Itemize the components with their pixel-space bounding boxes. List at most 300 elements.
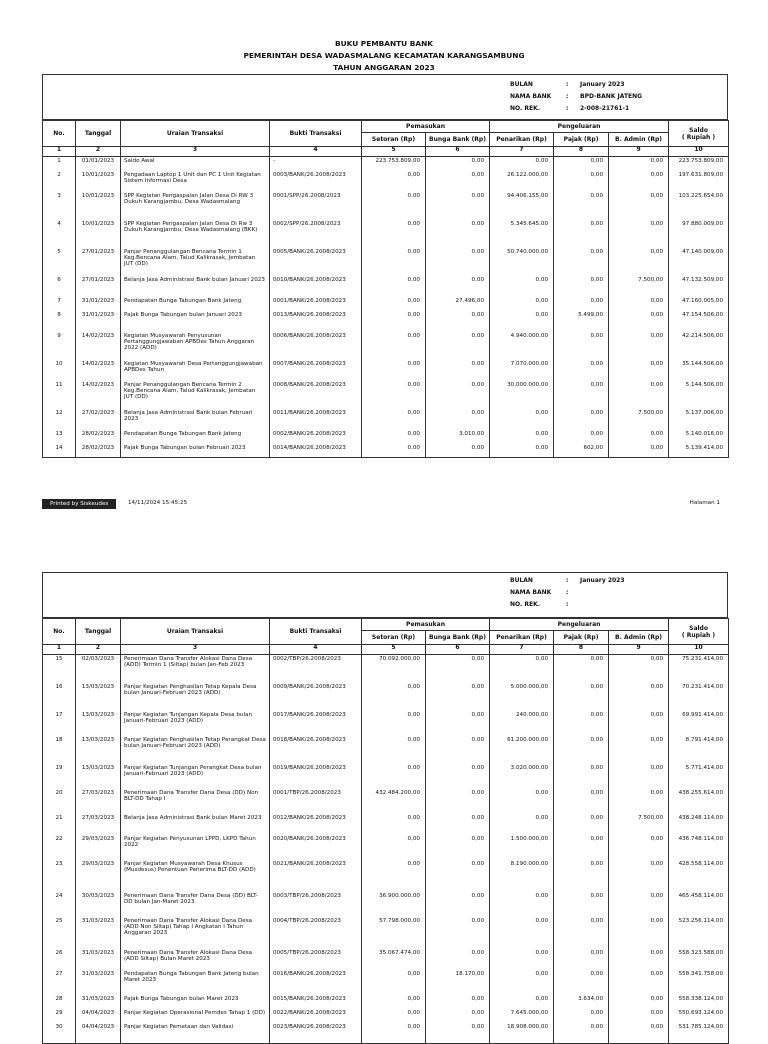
row-admin: 0,00: [609, 970, 669, 995]
row-saldo: 47.160.005,00: [669, 297, 729, 311]
row-pajak: 0,00: [554, 1009, 609, 1023]
row-date: 31/03/2023: [76, 970, 121, 995]
row-number: 2: [43, 171, 76, 192]
row-description: Kegiatan Musyawarah Penyusunan Pertanggungjawaban APBDes Tahun Anggaran 2022 (ADD): [121, 332, 270, 360]
row-reference: 0002/SPP/26.2008/2023: [270, 220, 362, 248]
col-number: 5: [362, 147, 426, 157]
row-description: Penerimaan Dana Transfer Alokasi Dana Desa (ADD Siltap) Bulan Maret 2023: [121, 949, 270, 970]
ledger-row: [43, 157, 729, 171]
row-admin: 0,00: [609, 157, 669, 171]
row-description: Saldo Awal: [121, 157, 270, 171]
row-setoran: 70.092.000,00: [362, 655, 426, 683]
row-reference: 0006/BANK/26.2008/2023: [270, 332, 362, 360]
row-penarikan: 0,00: [490, 814, 554, 835]
row-penarikan: 0,00: [490, 276, 554, 297]
row-reference: 0018/BANK/26.2008/2023: [270, 736, 362, 764]
row-pajak: 0,00: [554, 683, 609, 711]
row-setoran: 0,00: [362, 171, 426, 192]
row-penarikan: 8.190.000,00: [490, 860, 554, 892]
ledger-row: [43, 860, 729, 892]
row-penarikan: 240.000,00: [490, 711, 554, 736]
row-reference: 0014/BANK/26.2008/2023: [270, 444, 362, 458]
bulan-value: January 2023: [580, 81, 625, 88]
row-pajak: 0,00: [554, 192, 609, 220]
page-footer: [42, 499, 728, 509]
row-saldo: 5.144.506,00: [669, 381, 729, 409]
row-penarikan: 0,00: [490, 970, 554, 995]
row-penarikan: 0,00: [490, 311, 554, 332]
row-reference: 0012/BANK/26.2008/2023: [270, 814, 362, 835]
row-pajak: 5.499,00: [554, 311, 609, 332]
row-description: Pajak Bunga Tabungan bulan Maret 2023: [121, 995, 270, 1009]
row-setoran: 0,00: [362, 332, 426, 360]
row-admin: 0,00: [609, 192, 669, 220]
row-description: Pendapatan Bunga Tabungan Bank Jateng: [121, 297, 270, 311]
row-saldo: 35.144.506,00: [669, 360, 729, 381]
row-penarikan: 0,00: [490, 655, 554, 683]
row-penarikan: 30.000.000,00: [490, 381, 554, 409]
row-admin: 0,00: [609, 381, 669, 409]
row-setoran: 0,00: [362, 995, 426, 1009]
row-admin: 0,00: [609, 995, 669, 1009]
row-penarikan: 3.020.000,00: [490, 764, 554, 789]
row-setoran: 0,00: [362, 248, 426, 276]
row-admin: 0,00: [609, 430, 669, 444]
col-number: 6: [426, 147, 490, 157]
bulan-label: BULAN: [510, 577, 533, 584]
col-pajak: Pajak (Rp): [554, 133, 609, 147]
row-bunga: 0,00: [426, 360, 490, 381]
row-date: 28/02/2023: [76, 444, 121, 458]
row-admin: 0,00: [609, 655, 669, 683]
ledger-body-2: [43, 645, 729, 1044]
col-pengeluaran: Pengeluaran: [490, 121, 669, 133]
ledger-row: [43, 332, 729, 360]
row-penarikan: 4.940.000,00: [490, 332, 554, 360]
row-penarikan: 7.070.000,00: [490, 360, 554, 381]
ledger-row: [43, 835, 729, 860]
row-number: 26: [43, 949, 76, 970]
row-reference: 0001/TBP/26.2008/2023: [270, 789, 362, 814]
row-reference: 0010/BANK/26.2008/2023: [270, 276, 362, 297]
row-admin: 0,00: [609, 332, 669, 360]
row-reference: 0001/BANK/26.2008/2023: [270, 297, 362, 311]
row-admin: 7.500,00: [609, 276, 669, 297]
row-number: 27: [43, 970, 76, 995]
row-description: Pajak Bunga Tabungan bulan Februari 2023: [121, 444, 270, 458]
row-reference: 0007/BANK/26.2008/2023: [270, 360, 362, 381]
row-description: Pendapatan Bunga Tabungan Bank Jateng bulan Maret 2023: [121, 970, 270, 995]
row-date: 31/03/2023: [76, 995, 121, 1009]
row-saldo: 5.137.006,00: [669, 409, 729, 430]
row-date: 27/03/2023: [76, 814, 121, 835]
ledger-table-1: [42, 120, 729, 458]
ledger-row: [43, 171, 729, 192]
row-bunga: 0,00: [426, 835, 490, 860]
row-number: 21: [43, 814, 76, 835]
col-number: 1: [43, 147, 76, 157]
row-admin: 0,00: [609, 1009, 669, 1023]
row-number: 17: [43, 711, 76, 736]
row-reference: 0002/BANK/26.2008/2023: [270, 430, 362, 444]
row-number: 8: [43, 311, 76, 332]
row-date: 13/03/2023: [76, 683, 121, 711]
print-timestamp: 14/11/2024 15:45:25: [128, 500, 188, 506]
row-bunga: 0,00: [426, 192, 490, 220]
row-saldo: 436.748.114,00: [669, 835, 729, 860]
row-description: Panjar Kegiatan Penyusunan LPPD, LKPD Tahun 2022: [121, 835, 270, 860]
row-pajak: 0,00: [554, 171, 609, 192]
row-number: 4: [43, 220, 76, 248]
ledger-row: [43, 220, 729, 248]
col-uraian: Uraian Transaksi: [121, 619, 270, 645]
row-description: SPP Kegiatan Pengaspalan Jalan Desa Di RW 3 Dukuh Karangjambu, Desa Wadasmalang: [121, 192, 270, 220]
row-admin: 0,00: [609, 949, 669, 970]
ledger-row: [43, 789, 729, 814]
no-rek-label: NO. REK.: [510, 601, 541, 608]
row-description: SPP Kegiatan Pengaspalan Jalan Desa Di Rw 3 Dukuh Karangjambu, Desa Wadasmalang (BKK): [121, 220, 270, 248]
row-pajak: 0,00: [554, 655, 609, 683]
row-bunga: 0,00: [426, 917, 490, 949]
row-bunga: 27.496,00: [426, 297, 490, 311]
row-description: Pengadaan Laptop 1 Unit dan PC 1 Unit Kegiatan Sistem Informasi Desa: [121, 171, 270, 192]
row-penarikan: 5.345.645,00: [490, 220, 554, 248]
row-reference: 0008/BANK/26.2008/2023: [270, 381, 362, 409]
row-date: 10/01/2023: [76, 171, 121, 192]
row-date: 29/03/2023: [76, 835, 121, 860]
row-pajak: 0,00: [554, 1023, 609, 1044]
row-admin: 0,00: [609, 835, 669, 860]
ledger-row: [43, 311, 729, 332]
row-date: 13/03/2023: [76, 736, 121, 764]
colon: :: [566, 105, 569, 112]
row-reference: 0020/BANK/26.2008/2023: [270, 835, 362, 860]
col-bunga: Bunga Bank (Rp): [426, 133, 490, 147]
col-number: 5: [362, 645, 426, 655]
row-penarikan: 1.500.000,00: [490, 835, 554, 860]
row-setoran: 0,00: [362, 1023, 426, 1044]
ledger-row: [43, 276, 729, 297]
row-reference: 0009/BANK/26.2008/2023: [270, 683, 362, 711]
nama-bank-label: NAMA BANK: [510, 589, 552, 596]
row-reference: 0004/TBP/26.2008/2023: [270, 917, 362, 949]
col-saldo: [669, 619, 729, 645]
row-setoran: 0,00: [362, 360, 426, 381]
row-date: 31/03/2023: [76, 917, 121, 949]
row-bunga: 0,00: [426, 683, 490, 711]
row-setoran: 223.753.809,00: [362, 157, 426, 171]
row-saldo: 465.458.114,00: [669, 892, 729, 917]
row-description: Panjar Kegiatan Penghasilan Tetap Kepala Desa bulan Januari-Februari 2023 (ADD): [121, 683, 270, 711]
row-pajak: 602,00: [554, 444, 609, 458]
row-reference: 0021/BANK/26.2008/2023: [270, 860, 362, 892]
bulan-value: January 2023: [580, 577, 625, 584]
col-number: 6: [426, 645, 490, 655]
col-pengeluaran: Pengeluaran: [490, 619, 669, 631]
bank-info: [510, 81, 642, 117]
row-saldo: 103.225.654,00: [669, 192, 729, 220]
colon: :: [566, 81, 569, 88]
row-bunga: 18.170,00: [426, 970, 490, 995]
ledger-row: [43, 430, 729, 444]
row-pajak: 0,00: [554, 332, 609, 360]
report-fiscal-year: TAHUN ANGGARAN 2023: [333, 63, 435, 72]
row-penarikan: 94.406.155,00: [490, 192, 554, 220]
col-uraian: Uraian Transaksi: [121, 121, 270, 147]
row-date: 31/03/2023: [76, 949, 121, 970]
row-number: 1: [43, 157, 76, 171]
row-number: 20: [43, 789, 76, 814]
col-number: 2: [76, 147, 121, 157]
row-saldo: 558.338.124,00: [669, 995, 729, 1009]
row-penarikan: 7.645.000,00: [490, 1009, 554, 1023]
row-penarikan: 0,00: [490, 949, 554, 970]
row-description: Panjar Kegiatan Musyawarah Desa Khusus (Musdesus) Penentuan Penerima BLT-DD (ADD): [121, 860, 270, 892]
row-admin: 0,00: [609, 360, 669, 381]
col-number: 9: [609, 147, 669, 157]
row-date: 29/03/2023: [76, 860, 121, 892]
row-bunga: 0,00: [426, 995, 490, 1009]
row-setoran: 35.067.474,00: [362, 949, 426, 970]
row-saldo: 47.154.506,00: [669, 311, 729, 332]
row-pajak: 0,00: [554, 764, 609, 789]
row-number: 11: [43, 381, 76, 409]
col-no: No.: [43, 619, 76, 645]
row-description: Panjar Penanggulangan Bencana Termin 1 Keg.Bencana Alam, Talud Kalikrasak, Jembatan JUT (DD): [121, 248, 270, 276]
report-title: BUKU PEMBANTU BANK: [334, 39, 434, 48]
row-setoran: 0,00: [362, 297, 426, 311]
row-saldo: 438.255.614,00: [669, 789, 729, 814]
row-description: Panjar Kegiatan Tunjangan Perangkat Desa bulan Januari-Februari 2023 (ADD): [121, 764, 270, 789]
row-reference: 0005/TBP/26.2008/2023: [270, 949, 362, 970]
row-description: Panjar Kegiatan Tunjangan Kepala Desa bulan Januari-Februari 2023 (ADD): [121, 711, 270, 736]
row-saldo: 5.140.016,00: [669, 430, 729, 444]
row-description: Belanja Jasa Administrasi Bank bulan Maret 2023: [121, 814, 270, 835]
col-number: 3: [121, 645, 270, 655]
row-pajak: 0,00: [554, 360, 609, 381]
row-setoran: 0,00: [362, 311, 426, 332]
row-setoran: 0,00: [362, 444, 426, 458]
ledger-row: [43, 1009, 729, 1023]
row-pajak: 0,00: [554, 860, 609, 892]
bulan-label: BULAN: [510, 81, 533, 88]
col-tanggal: Tanggal: [76, 121, 121, 147]
row-number: 16: [43, 683, 76, 711]
row-saldo: 5.139.414,00: [669, 444, 729, 458]
row-saldo: 47.132.509,00: [669, 276, 729, 297]
row-reference: 0015/BANK/26.2008/2023: [270, 995, 362, 1009]
bank-info: [510, 577, 625, 613]
row-admin: 0,00: [609, 1023, 669, 1044]
page-number: Halaman 1: [689, 500, 720, 506]
row-number: 23: [43, 860, 76, 892]
col-number: 4: [270, 645, 362, 655]
bank-info-frame: [42, 572, 728, 618]
row-pajak: 0,00: [554, 711, 609, 736]
ledger-row: [43, 381, 729, 409]
row-pajak: 0,00: [554, 892, 609, 917]
row-number: 5: [43, 248, 76, 276]
row-date: 31/01/2023: [76, 297, 121, 311]
row-penarikan: 0,00: [490, 430, 554, 444]
row-penarikan: 0,00: [490, 917, 554, 949]
row-penarikan: 0,00: [490, 157, 554, 171]
col-pajak: Pajak (Rp): [554, 631, 609, 645]
row-description: Penerimaan Dana Transfer Alokasi Dana Desa (ADD Non Siltap) Tahap I Angkatan I Tahun Anggaran 2023: [121, 917, 270, 949]
saldo-unit: ( Rupiah ): [681, 631, 716, 639]
row-pajak: 0,00: [554, 835, 609, 860]
col-pemasukan: Pemasukan: [362, 619, 490, 631]
row-saldo: 558.323.588,00: [669, 949, 729, 970]
saldo-label: Saldo: [689, 624, 708, 632]
ledger-row: [43, 409, 729, 430]
row-saldo: 70.231.414,00: [669, 683, 729, 711]
row-bunga: 0,00: [426, 409, 490, 430]
row-description: Belanja Jasa Administrasi Bank bulan Februari 2023: [121, 409, 270, 430]
row-setoran: 0,00: [362, 764, 426, 789]
row-date: 14/02/2023: [76, 381, 121, 409]
row-number: 28: [43, 995, 76, 1009]
row-setoran: 0,00: [362, 683, 426, 711]
col-saldo: [669, 121, 729, 147]
row-admin: 7.500,00: [609, 814, 669, 835]
row-reference: 0003/BANK/26.2008/2023: [270, 171, 362, 192]
row-pajak: 0,00: [554, 789, 609, 814]
row-reference: 0005/BANK/26.2008/2023: [270, 248, 362, 276]
printed-by-badge: Printed by Siskeudes: [42, 499, 116, 509]
row-number: 25: [43, 917, 76, 949]
row-number: 18: [43, 736, 76, 764]
ledger-row: [43, 360, 729, 381]
row-setoran: 0,00: [362, 430, 426, 444]
row-bunga: 0,00: [426, 157, 490, 171]
row-description: Pajak Bunga Tabungan bulan Januari 2023: [121, 311, 270, 332]
row-pajak: 0,00: [554, 248, 609, 276]
row-reference: 0001/SPP/26.2008/2023: [270, 192, 362, 220]
column-number-row: [43, 645, 729, 655]
row-description: Panjar Penanggulangan Bencana Termin 2 Keg.Bencana Alam, Talud Kalikrasak, Jembatan JUT (DD): [121, 381, 270, 409]
row-reference: 0017/BANK/26.2008/2023: [270, 711, 362, 736]
ledger-row: [43, 444, 729, 458]
ledger-row: [43, 970, 729, 995]
row-penarikan: 50.740.000,00: [490, 248, 554, 276]
row-penarikan: 0,00: [490, 892, 554, 917]
no-rek-label: NO. REK.: [510, 105, 541, 112]
col-number: 7: [490, 147, 554, 157]
row-number: 29: [43, 1009, 76, 1023]
row-setoran: 0,00: [362, 192, 426, 220]
row-saldo: 8.791.414,00: [669, 736, 729, 764]
row-setoran: 0,00: [362, 814, 426, 835]
row-saldo: 42.214.506,00: [669, 332, 729, 360]
saldo-unit: ( Rupiah ): [681, 133, 716, 141]
row-pajak: 0,00: [554, 814, 609, 835]
row-pajak: 0,00: [554, 970, 609, 995]
col-number: 3: [121, 147, 270, 157]
col-number: 10: [669, 147, 729, 157]
ledger-row: [43, 297, 729, 311]
no-rek-value: 2-008-21761-1: [580, 105, 630, 112]
row-date: 13/03/2023: [76, 764, 121, 789]
row-reference: -: [270, 157, 362, 171]
col-bukti: Bukti Transaksi: [270, 121, 362, 147]
row-date: 27/01/2023: [76, 276, 121, 297]
row-bunga: 0,00: [426, 381, 490, 409]
row-saldo: 523.256.114,00: [669, 917, 729, 949]
row-saldo: 75.231.414,00: [669, 655, 729, 683]
row-saldo: 197.631.809,00: [669, 171, 729, 192]
nama-bank-label: NAMA BANK: [510, 93, 552, 100]
ledger-row: [43, 1023, 729, 1044]
row-bunga: 3.010,00: [426, 430, 490, 444]
row-bunga: 0,00: [426, 860, 490, 892]
row-number: 14: [43, 444, 76, 458]
row-setoran: 0,00: [362, 1009, 426, 1023]
row-date: 30/03/2023: [76, 892, 121, 917]
row-date: 27/03/2023: [76, 789, 121, 814]
col-number: 4: [270, 147, 362, 157]
ledger-row: [43, 711, 729, 736]
row-pajak: 0,00: [554, 276, 609, 297]
row-penarikan: 18.908.000,00: [490, 1023, 554, 1044]
col-penarikan: Penarikan (Rp): [490, 631, 554, 645]
row-saldo: 69.991.414,00: [669, 711, 729, 736]
row-bunga: 0,00: [426, 311, 490, 332]
row-date: 10/01/2023: [76, 192, 121, 220]
row-saldo: 438.248.114,00: [669, 814, 729, 835]
row-number: 15: [43, 655, 76, 683]
col-tanggal: Tanggal: [76, 619, 121, 645]
row-admin: 0,00: [609, 444, 669, 458]
row-reference: 0002/TBP/26.2008/2023: [270, 655, 362, 683]
row-number: 24: [43, 892, 76, 917]
row-saldo: 5.771.414,00: [669, 764, 729, 789]
ledger-row: [43, 892, 729, 917]
col-number: 9: [609, 645, 669, 655]
col-bukti: Bukti Transaksi: [270, 619, 362, 645]
row-reference: 0023/BANK/26.2008/2023: [270, 1023, 362, 1044]
row-admin: 0,00: [609, 917, 669, 949]
row-bunga: 0,00: [426, 711, 490, 736]
row-setoran: 57.798.000,00: [362, 917, 426, 949]
ledger-row: [43, 764, 729, 789]
row-saldo: 223.753.809,00: [669, 157, 729, 171]
row-penarikan: 5.000.000,00: [490, 683, 554, 711]
row-date: 04/04/2023: [76, 1009, 121, 1023]
report-page-2: [0, 540, 768, 1030]
col-setoran: Setoran (Rp): [362, 133, 426, 147]
row-admin: 0,00: [609, 297, 669, 311]
row-saldo: 531.785.124,00: [669, 1023, 729, 1044]
ledger-row: [43, 995, 729, 1009]
row-pajak: 3.634,00: [554, 995, 609, 1009]
row-date: 01/01/2023: [76, 157, 121, 171]
row-saldo: 558.341.758,00: [669, 970, 729, 995]
row-description: Panjar Kegiatan Penghasilan Tetap Perangkat Desa bulan Januari-Februari 2023 (ADD): [121, 736, 270, 764]
col-admin: B. Admin (Rp): [609, 631, 669, 645]
row-setoran: 0,00: [362, 381, 426, 409]
row-bunga: 0,00: [426, 949, 490, 970]
row-bunga: 0,00: [426, 220, 490, 248]
column-number-row: [43, 147, 729, 157]
row-bunga: 0,00: [426, 332, 490, 360]
row-penarikan: 26.122.000,00: [490, 171, 554, 192]
row-date: 04/04/2023: [76, 1023, 121, 1044]
row-admin: 0,00: [609, 683, 669, 711]
row-saldo: 428.558.114,00: [669, 860, 729, 892]
row-description: Kegiatan Musyawarah Desa Pertanggungjawaban APBDes Tahun: [121, 360, 270, 381]
saldo-label: Saldo: [689, 126, 708, 134]
